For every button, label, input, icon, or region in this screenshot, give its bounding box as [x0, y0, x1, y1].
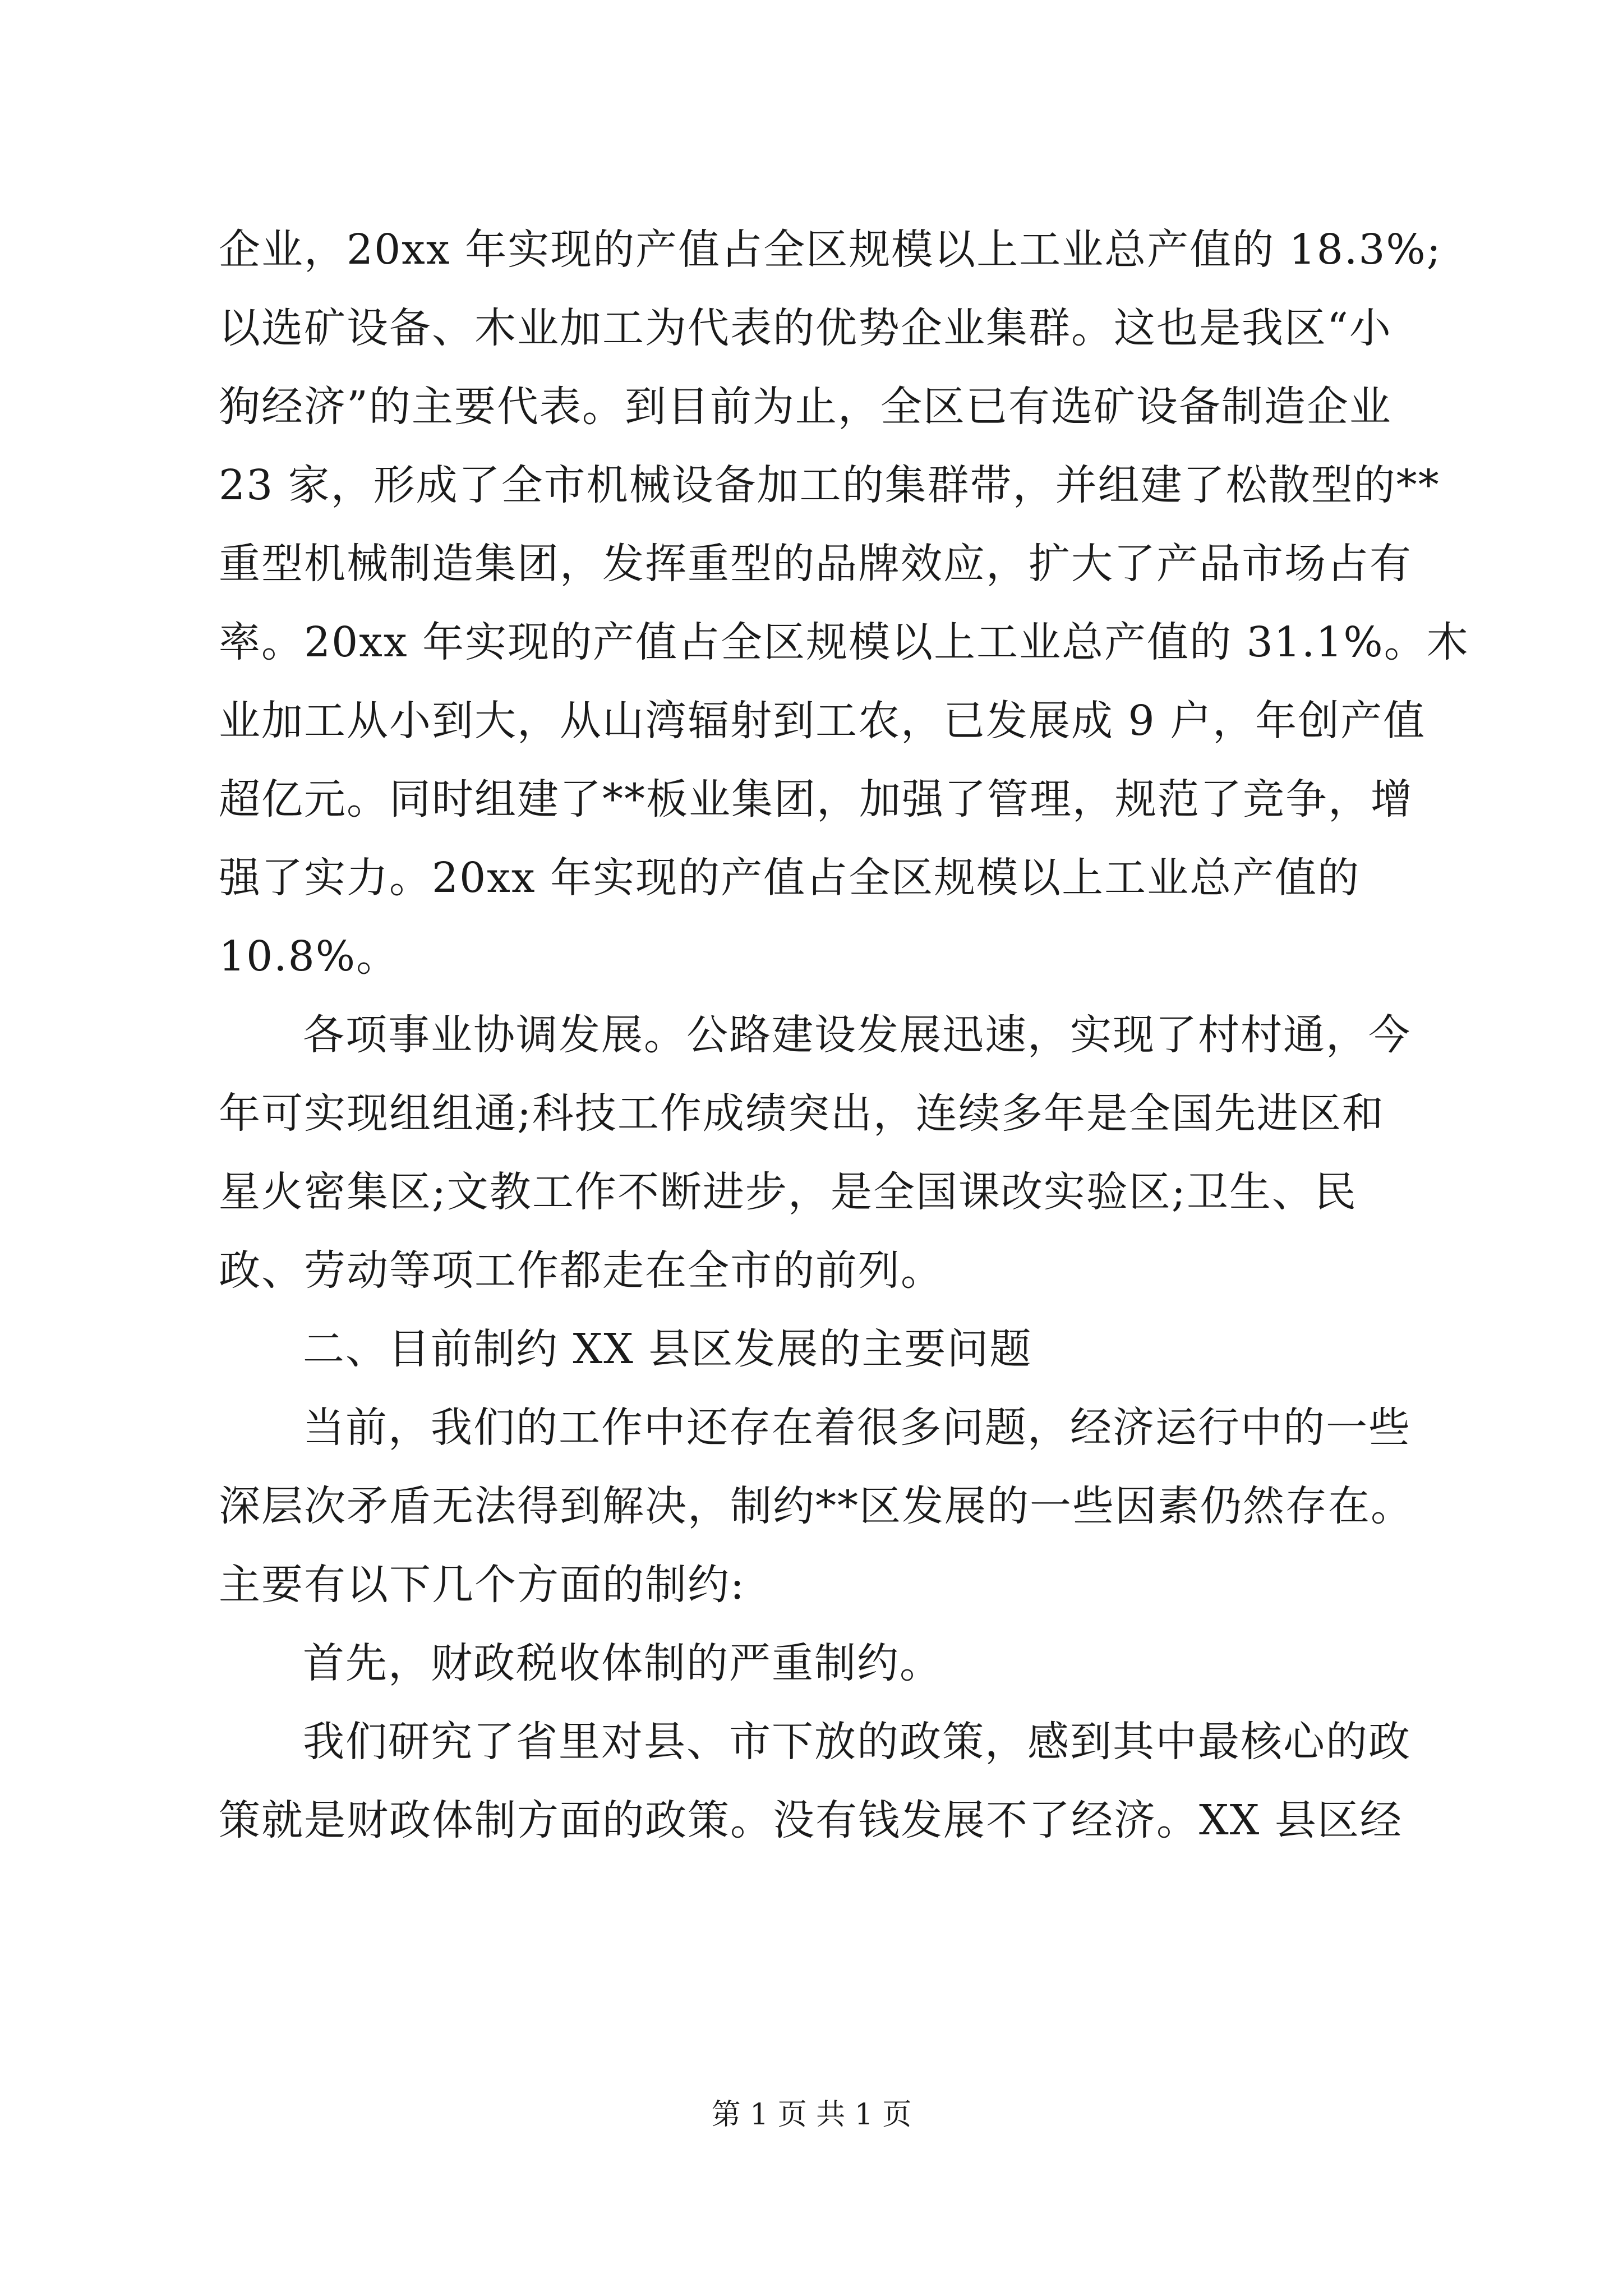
- text-line: 率。20xx 年实现的产值占全区规模以上工业总产值的 31.1%。木: [219, 618, 1469, 666]
- text-line: 以选矿设备、木业加工为代表的优势企业集群。这也是我区“小: [219, 304, 1392, 352]
- text-line: 强了实力。20xx 年实现的产值占全区规模以上工业总产值的: [219, 854, 1361, 902]
- text-line: 首先，财政税收体制的严重制约。: [303, 1639, 942, 1687]
- text-line: 我们研究了省里对县、市下放的政策，感到其中最核心的政: [303, 1718, 1411, 1766]
- text-line: 年可实现组组通;科技工作成绩突出，连续多年是全国先进区和: [219, 1089, 1385, 1138]
- text-line: 二、目前制约 XX 县区发展的主要问题: [303, 1325, 1032, 1373]
- text-line: 狗经济”的主要代表。到目前为止，全区已有选矿设备制造企业: [219, 383, 1392, 431]
- text-line: 主要有以下几个方面的制约:: [219, 1561, 745, 1609]
- text-line: 重型机械制造集团，发挥重型的品牌效应，扩大了产品市场占有: [219, 540, 1412, 588]
- text-line: 政、劳动等项工作都走在全市的前列。: [219, 1246, 943, 1295]
- text-line: 超亿元。同时组建了**板业集团，加强了管理，规范了竞争，增: [219, 775, 1413, 823]
- text-line: 深层次矛盾无法得到解决，制约**区发展的一些因素仍然存在。: [219, 1482, 1413, 1530]
- text-line: 星火密集区;文教工作不断进步，是全国课改实验区;卫生、民: [219, 1168, 1357, 1216]
- text-line: 业加工从小到大，从山湾辐射到工农，已发展成 9 户，年创产值: [219, 697, 1426, 745]
- document-body: [219, 210, 1469, 1860]
- text-line: 各项事业协调发展。公路建设发展迅速，实现了村村通，今: [303, 1011, 1411, 1059]
- text-line: 企业，20xx 年实现的产值占全区规模以上工业总产值的 18.3%;: [219, 226, 1442, 274]
- page-footer: 第 1 页 共 1 页: [711, 2098, 912, 2132]
- text-line: 10.8%。: [219, 932, 399, 981]
- text-line: 23 家，形成了全市机械设备加工的集群带，并组建了松散型的**: [219, 461, 1440, 509]
- text-line: 策就是财政体制方面的政策。没有钱发展不了经济。XX 县区经: [219, 1796, 1403, 1844]
- text-line: 当前，我们的工作中还存在着很多问题，经济运行中的一些: [303, 1404, 1411, 1452]
